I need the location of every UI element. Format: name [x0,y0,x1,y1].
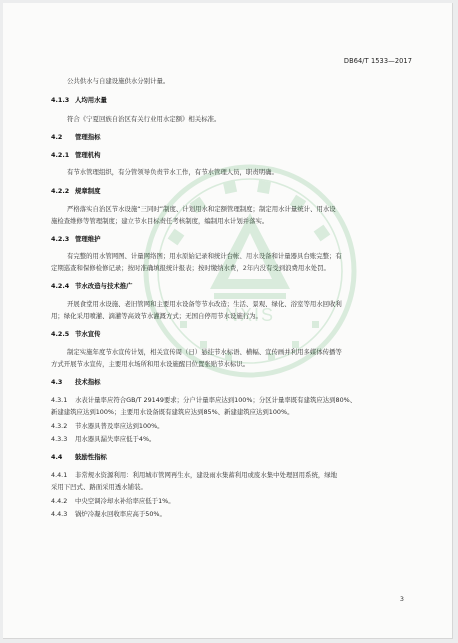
body-line [51,216,412,226]
body-line [51,434,412,444]
line-text: 定期巡查和保修检修记录；按时准确填报统计报表；按时缴纳水费，2年内没有受到浪费用水处罚。 [51,264,330,272]
document-code: DB64/T 1533—2017 [343,57,412,65]
section-number: 4.2.4 [51,282,70,290]
section-heading [51,132,412,142]
section-heading [51,186,412,196]
document-page [3,3,453,639]
body-line [51,421,412,431]
line-text: 非常规水资源利用：利用城市管网再生水，建设雨水集蓄利用或废水集中处理回用系统，绿地 [75,471,338,479]
body-line [51,395,412,405]
body-line [51,482,412,492]
line-text: 水表计量率应符合GB/T 29149要求；分户计量率应达到100%；分区计量率既有建筑应达到80%、 [75,396,357,404]
section-number: 4.2.5 [51,330,70,338]
section-heading [51,452,412,462]
line-text: 用；绿化采用喷灌、滴灌等高效节水灌溉方式；无国自停用节水设施行为。 [51,312,262,320]
body-line [67,251,412,261]
line-text: 有完整的用水管网图、计量网络图；用水原始记录和统计台帐、用水设备和计量器具台账完整；有 [67,252,342,260]
body-line [67,76,412,86]
line-text: 有节水管理组织，有分管领导负责节水工作，有节水管理人员，职责明确。 [67,168,278,176]
section-number: 4.2.3 [51,235,70,243]
body-line [51,359,412,369]
section-number: 4.1.3 [51,96,70,104]
line-text: 严格落实自治区节水设施“三同时”制度、计划用水和定额管理制度；制定用水计量统计、用水设 [67,205,336,213]
section-number: 4.3.3 [51,435,68,443]
section-number: 4.4.3 [51,510,68,518]
heading-text: 人均用水量 [75,96,107,104]
line-text: 方式开展节水宣传，主要用水场所和用水设施醒目位置张贴节水标识。 [51,360,250,368]
section-number: 4.3.2 [51,422,68,430]
section-heading [51,377,412,387]
section-number: 4.4 [51,453,63,461]
line-text: 公共供水与自建设施供水分别计量。 [67,77,170,85]
line-text: 中央空调冷却水补给率应低于1%。 [75,497,175,505]
body-line [51,496,412,506]
body-line [51,509,412,519]
line-text: 制定实施年度节水宣传计划，相关宣传周（日）悬挂节水标语、横幅、宣传画并利用多媒体传播等 [67,348,342,356]
body-line [51,407,412,417]
body-line [67,347,412,357]
heading-text: 管理机构 [75,151,101,159]
heading-text: 节水宣传 [75,330,101,338]
body-line [67,167,412,177]
heading-text: 鼓励性指标 [75,453,107,461]
line-text: 采用下凹式、路面采用透水铺装。 [51,483,147,491]
page-number: 3 [399,595,404,603]
line-text: 锅炉冷凝水回收率应高于50%。 [75,510,166,518]
section-number: 4.4.1 [51,471,68,479]
body-line [67,114,412,124]
section-heading [51,150,412,160]
body-line [51,470,412,480]
section-heading [51,234,412,244]
body-line [67,204,412,214]
body-line [51,311,412,321]
section-heading [51,281,412,291]
section-number: 4.2 [51,133,63,141]
line-text: 施检查维修等管理制度；建立节水目标责任考核制度，编制用水计划并落实。 [51,217,269,225]
line-text: 新建建筑应达到100%；主要用水设备既有建筑应达到85%、新建建筑应达到100%。 [51,408,294,416]
section-heading [51,95,412,105]
section-number: 4.3.1 [51,396,68,404]
heading-text: 技术指标 [75,378,101,386]
section-number: 4.4.2 [51,497,68,505]
heading-text: 节水改造与技术推广 [75,282,133,290]
body-line [67,299,412,309]
line-text: 用水器具漏失率应低于4%。 [75,435,156,443]
line-text: 开展食堂用水设施、老旧管网和主要用水设备等节水改造；生活、景观、绿化、浴室等用水回收利 [67,300,342,308]
section-number: 4.3 [51,378,63,386]
heading-text: 规章制度 [75,187,101,195]
line-text: 符合《宁夏回族自治区有关行业用水定额》相关标准。 [67,115,221,123]
line-text: 节水器具普及率应达到100%。 [75,422,164,430]
heading-text: 管理维护 [75,235,101,243]
section-heading [51,329,412,339]
seal-center-text: NXIS [224,305,276,325]
heading-text: 管理指标 [75,133,101,141]
section-number: 4.2.2 [51,187,70,195]
body-line [51,263,412,273]
section-number: 4.2.1 [51,151,70,159]
